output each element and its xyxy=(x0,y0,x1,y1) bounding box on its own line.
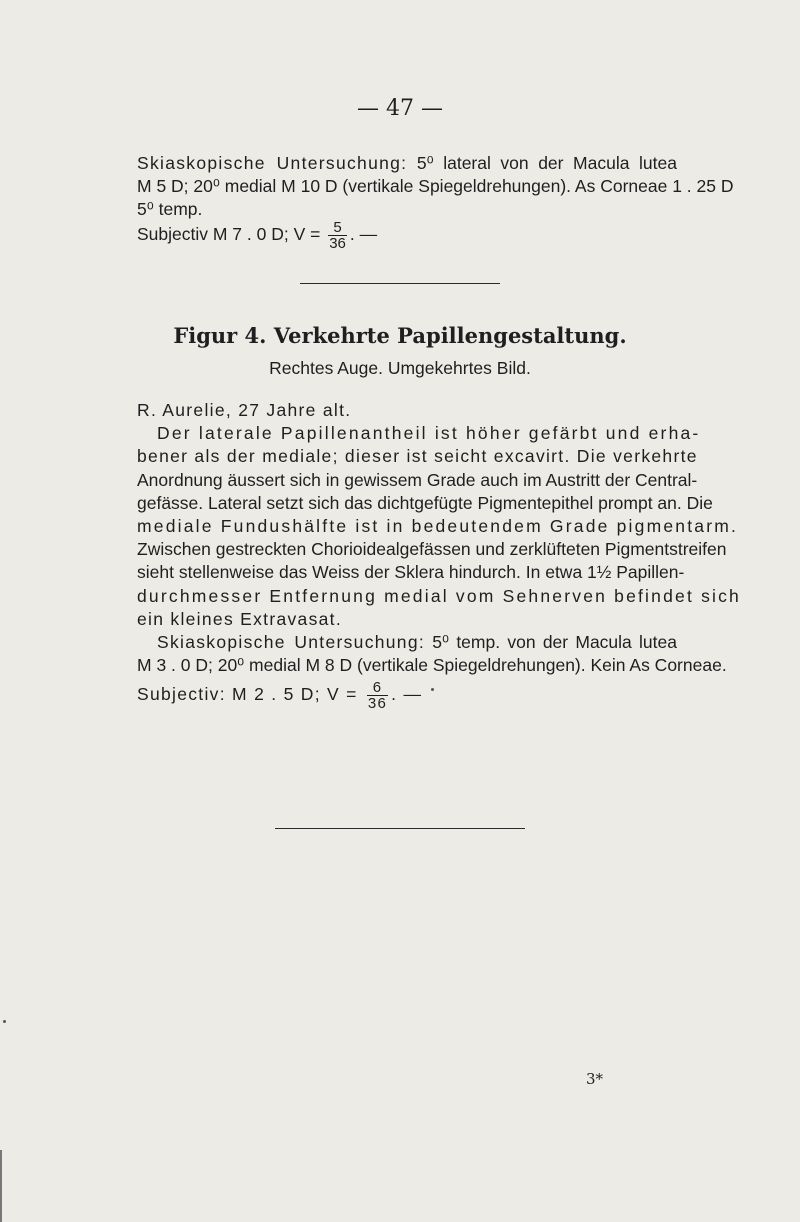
section-2-text xyxy=(137,399,741,677)
text-line: gefässe. Lateral setzt sich das dichtgefügte Pigmentepithel prompt an. Die xyxy=(137,492,713,513)
skiaskopie-label: Skiaskopische Untersuchung: xyxy=(137,153,408,173)
visus-fraction: $\frac{6}{36}$ xyxy=(367,679,388,712)
text-line: Skiaskopische Untersuchung: 5⁰ lateral von der Macula lutea xyxy=(137,153,677,173)
text-line: durchmesser Entfernung medial vom Sehnerven befindet sich xyxy=(137,585,741,606)
text-line: Der laterale Papillenantheil ist höher gefärbt und erha- xyxy=(157,423,701,444)
subjectiv-line-1: Subjectiv M 7 . 0 D; V = $\frac{5}{36}$ . — xyxy=(137,219,378,252)
text-line: M 3 . 0 D; 20⁰ medial M 8 D (vertikale Spiegeldrehungen). Kein As Corneae. xyxy=(137,655,727,676)
text-line: ein kleines Extravasat. xyxy=(137,608,342,629)
figure-subtitle: Rechtes Auge. Umgekehrtes Bild. xyxy=(269,358,531,378)
subjectiv-line-2: Subjectiv: M 2 . 5 D; V = $\frac{6}{36}$ . — xyxy=(137,679,423,712)
section-divider xyxy=(275,828,525,829)
text-line: M 5 D; 20⁰ medial M 10 D (vertikale Spiegeldrehungen). As Corneae 1 . 25 D xyxy=(137,176,734,197)
text-line: Anordnung äussert sich in gewissem Grade auch im Austritt der Central- xyxy=(137,469,698,490)
text-line: Skiaskopische Untersuchung: 5⁰ temp. von der Macula lutea xyxy=(157,632,677,653)
page-edge xyxy=(0,1150,2,1222)
text-line: Zwischen gestreckten Chorioidealgefässen und zerklüfteten Pigmentstreifen xyxy=(137,539,727,560)
patient-line: R. Aurelie, 27 Jahre alt. xyxy=(137,400,352,420)
figure-title: Figur 4. Verkehrte Papillengestaltung. xyxy=(173,323,627,348)
text-line: bener als der mediale; dieser ist seicht excavirt. Die verkehrte xyxy=(137,446,698,467)
page-number: — 47 — xyxy=(357,96,443,121)
signature-mark: 3* xyxy=(586,1070,604,1088)
print-speck xyxy=(3,1020,6,1023)
text-line: sieht stellenweise das Weiss der Sklera hindurch. In etwa 1½ Papillen- xyxy=(137,562,685,583)
text-line: mediale Fundushälfte ist in bedeutendem Grade pigmentarm. xyxy=(137,516,739,537)
text-line: 5⁰ temp. xyxy=(137,199,203,220)
print-speck xyxy=(431,688,434,691)
section-divider xyxy=(300,283,500,284)
section-1-text xyxy=(137,152,734,222)
visus-fraction: $\frac{5}{36}$ xyxy=(329,219,346,252)
